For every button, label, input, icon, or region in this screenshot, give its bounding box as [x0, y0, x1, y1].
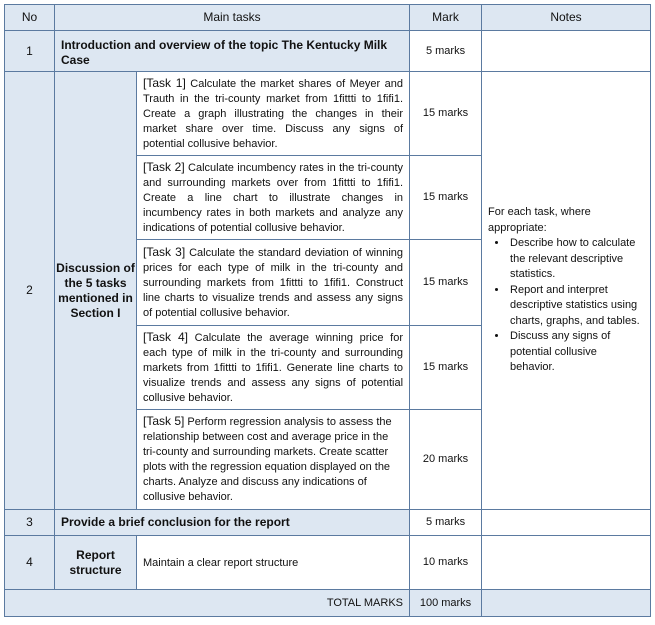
row-4-notes: [482, 536, 651, 590]
row-1-title: Introduction and overview of the topic The Kentucky Milk Case: [55, 31, 410, 72]
row-1-notes: [482, 31, 651, 72]
task-4-label: [Task 4]: [143, 329, 188, 344]
notes-item: • Report and interpret descriptive statistics using charts, graphs, and tables.: [508, 283, 644, 330]
header-notes: Notes: [482, 5, 651, 31]
row-2-label: Discussion of the 5 tasks mentioned in Section I: [55, 72, 137, 510]
notes-item: • Describe how to calculate the relevant descriptive statistics.: [508, 236, 644, 283]
task-2-label: [Task 2]: [143, 159, 185, 174]
header-main-tasks: Main tasks: [55, 5, 410, 31]
total-row: [5, 590, 651, 617]
task-1-text: Calculate the market shares of Meyer and Trauth in the tri-county market from 1fittti to 1fifi1. Create a graph illustrating the changes in their market share over time. Discuss any signs of potential collusive behavior.: [143, 77, 404, 150]
total-mark: 100 marks: [410, 590, 482, 617]
task-4-mark: 15 marks: [410, 326, 482, 410]
row-3-title: Provide a brief conclusion for the report: [55, 510, 410, 536]
row-2-notes: [482, 72, 651, 510]
notes-intro: For each task, where appropriate:: [488, 206, 591, 234]
task-4-description: [137, 326, 410, 410]
notes-list: [488, 236, 644, 376]
notes-item: • Discuss any signs of potential collusive behavior.: [508, 329, 644, 376]
row-4-label: Report structure: [55, 536, 137, 590]
header-row: [5, 5, 651, 31]
task-5-mark: 20 marks: [410, 410, 482, 510]
header-mark: Mark: [410, 5, 482, 31]
row-2-no: 2: [5, 72, 55, 510]
row-4-no: 4: [5, 536, 55, 590]
task-1-mark: 15 marks: [410, 72, 482, 156]
task-3-description: [137, 240, 410, 326]
row-3-no: 3: [5, 510, 55, 536]
row-3-mark: 5 marks: [410, 510, 482, 536]
row-1-mark: 5 marks: [410, 31, 482, 72]
task-2-description: [137, 156, 410, 240]
row-3-notes: [482, 510, 651, 536]
task-5-description: [137, 410, 410, 510]
row-3: [5, 510, 651, 536]
row-2-task-1: [5, 72, 651, 156]
task-3-mark: 15 marks: [410, 240, 482, 326]
task-1-label: [Task 1]: [143, 75, 186, 90]
task-5-label: [Task 5]: [143, 414, 185, 428]
row-4-mark: 10 marks: [410, 536, 482, 590]
task-3-label: [Task 3]: [143, 244, 186, 259]
row-1-no: 1: [5, 31, 55, 72]
task-5-text: Perform regression analysis to assess the relationship between cost and average price in the tri-county and surrounding markets. Create scatter plots with the regression equation displayed on the charts. Analyze and discuss any indications of collusive behavior.: [143, 416, 392, 503]
task-4-text: Calculate the average winning price for each type of milk in the tri-county and surrounding markets from 1fittti to 1fifi1. Generate line charts to visualize trends and assess any signs of potential collusive behavior.: [143, 331, 404, 404]
task-2-text: Calculate incumbency rates in the tri-county and surrounding markets over from 1fittti to 1fifi1. Create a line chart to illustrate changes in incumbency rates in both markets and analyze any indications of potential collusive behavior.: [143, 161, 404, 234]
task-2-mark: 15 marks: [410, 156, 482, 240]
task-1-description: [137, 72, 410, 156]
row-4-task: Maintain a clear report structure: [137, 536, 410, 590]
row-1: [5, 31, 651, 72]
total-label: TOTAL MARKS: [5, 590, 410, 617]
row-4: [5, 536, 651, 590]
total-notes: [482, 590, 651, 617]
rubric-table: [4, 4, 651, 617]
header-no: No: [5, 5, 55, 31]
task-3-text: Calculate the standard deviation of winning prices for each type of milk in the tri-county and surrounding markets from 1fittti to 1fifi1. Construct line charts to visualize trends and assess any signs of potential collusive behavior.: [143, 246, 404, 319]
